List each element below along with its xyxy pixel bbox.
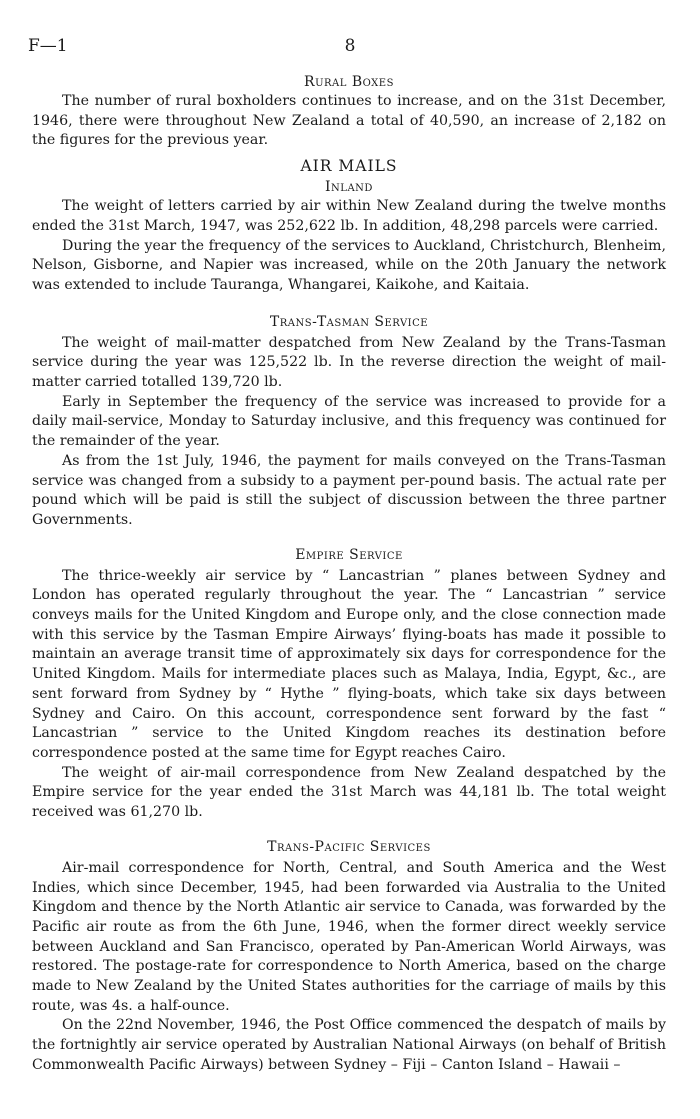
section-heading-empire-service: Empire Service	[295, 546, 403, 563]
paragraph: On the 22nd November, 1946, the Post Office commenced the despatch of mails by the fortnightly air service operated by Australian National Airways (on behalf of British Commonwealth Pacific Airways) between Sydney – Fiji – Canton Island – Hawaii –	[32, 1017, 666, 1073]
section-heading-trans-tasman: Trans-Tasman Service	[269, 313, 429, 330]
section-heading-air-mails: AIR MAILS	[300, 157, 398, 176]
paragraph: Air-mail correspondence for North, Central, and South America and the West Indies, which since December, 1945, had been forwarded via Australia to the United Kingdom and thence by the North Atlantic air service to Canada, was forwarded by the Pacific air route as from the 6th June, 1946, when the former direct weekly service between Auckland and San Francisco, operated by Pan-American World Airways, was restored. The postage-rate for correspondence to North America, based on the charge made to New Zealand by the United States authorities for the carriage of mails by this route, was 4s. a half-ounce.	[32, 859, 666, 1014]
paragraph: The weight of letters carried by air within New Zealand during the twelve months ended the 31st March, 1947, was 252,622 lb. In addition, 48,298 parcels were carried.	[32, 198, 666, 234]
paragraph: During the year the frequency of the services to Auckland, Christchurch, Blenheim, Nelson, Gisborne, and Napier was increased, while on the 20th January the network was extended to include Tauranga, Whangarei, Kaikohe, and Kaitaia.	[32, 237, 666, 293]
paragraph: The thrice-weekly air service by “ Lancastrian ” planes between Sydney and London has operated regularly throughout the year. The “ Lancastrian ” service conveys mails for the United Kingdom and Europe only, and the close connection made with this service by the Tasman Empire Airways’ flying-boats has made it possible to maintain an average transit time of approximately six days for correspondence for the United Kingdom. Mails for intermediate places such as Malaya, India, Egypt, &c., are sent forward from Sydney by “ Hythe ” flying-boats, which take six days between Sydney and Cairo. On this account, correspondence sent forward by the fast “ Lancastrian ” service to the United Kingdom reaches its destination before correspondence posted at the same time for Egypt reaches Cairo.	[32, 567, 666, 761]
page-number: 8	[344, 36, 356, 56]
section-heading-trans-pacific: Trans-Pacific Services	[267, 838, 431, 855]
section-heading-rural-boxes: Rural Boxes	[304, 74, 394, 90]
paragraph: As from the 1st July, 1946, the payment for mails conveyed on the Trans-Tasman service was changed from a subsidy to a payment per-pound basis. The actual rate per pound which will be paid is still the subject of discussion between the three partner Governments.	[32, 452, 666, 528]
paragraph: The weight of mail-matter despatched from New Zealand by the Trans-Tasman service during the year was 125,522 lb. In the reverse direction the weight of mail-matter carried totalled 139,720 lb.	[32, 334, 666, 391]
paragraph: Early in September the frequency of the service was increased to provide for a daily mail-service, Monday to Saturday inclusive, and this frequency was continued for the remainder of the year.	[32, 393, 666, 450]
page-body	[32, 72, 666, 1076]
document-reference: F—1	[28, 36, 68, 56]
subheading-inland: Inland	[325, 179, 373, 196]
paragraph: The number of rural boxholders continues to increase, and on the 31st December, 1946, there were throughout New Zealand a total of 40,590, an increase of 2,182 on the figures for the previous year.	[32, 93, 666, 149]
paragraph: The weight of air-mail correspondence from New Zealand despatched by the Empire service for the year ended the 31st March was 44,181 lb. The total weight received was 61,270 lb.	[32, 764, 666, 821]
